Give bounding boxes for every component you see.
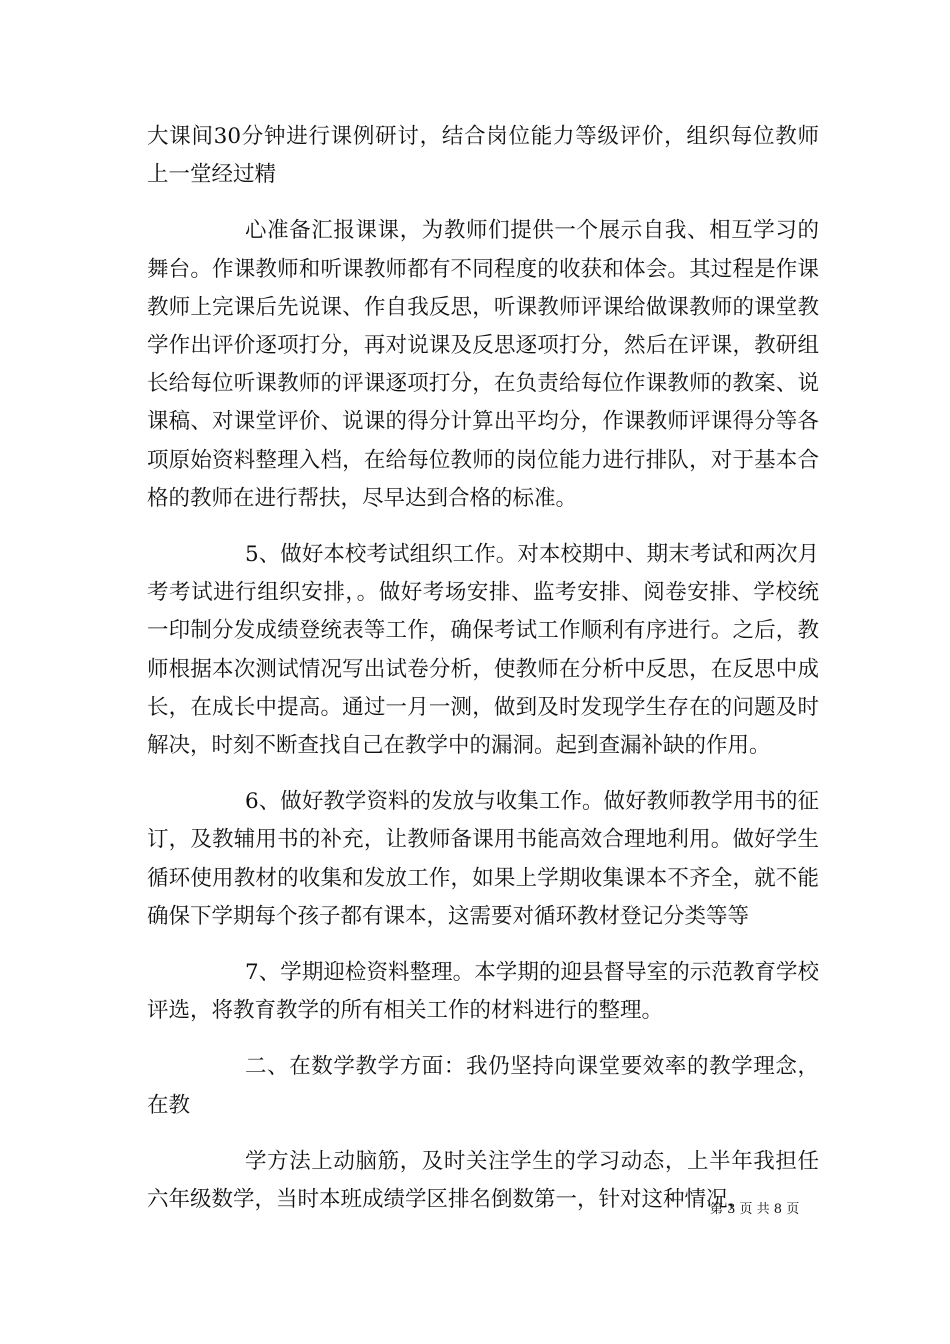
paragraph-6: 二、在数学教学方面：我仍坚持向课堂要效率的教学理念，在教 (147, 1054, 819, 1118)
paragraph-5: 7、学期迎检资料整理。本学期的迎县督导室的示范教育学校评选，将教育教学的所有相关工作的材料进行的整理。 (147, 960, 819, 1024)
document-body (147, 118, 819, 1219)
paragraph-4: 6、做好教学资料的发放与收集工作。做好教师教学用书的征订，及教辅用书的补充，让教师备课用书能高效合理地利用。做好学生循环使用教材的收集和发放工作，如果上学期收集课本不齐全，就不能确保下学期每个孩子都有课本，这需要对循环教材登记分类等等 (147, 789, 819, 929)
paragraph-1: 大课间30分钟进行课例研讨，结合岗位能力等级评价，组织每位教师上一堂经过精 (147, 124, 819, 188)
page-number-footer: 第 3 页 共 8 页 (710, 1202, 800, 1217)
paragraph-7: 学方法上动脑筋，及时关注学生的学习动态，上半年我担任六年级数学，当时本班成绩学区排名倒数第一，针对这种情况， (147, 1148, 819, 1213)
paragraph-2: 心准备汇报课课，为教师们提供一个展示自我、相互学习的舞台。作课教师和听课教师都有不同程度的收获和体会。其过程是作课教师上完课后先说课、作自我反思，听课教师评课给做课教师的课堂教学作出评价逐项打分，再对说课及反思逐项打分，然后在评课，教研组长给每位听课教师的评课逐项打分，在负责给每位作课教师的教案、说课稿、对课堂评价、说课的得分计算出平均分，作课教师评课得分等各项原始资料整理入档，在给每位教师的岗位能力进行排队，对于基本合格的教师在进行帮扶，尽早达到合格的标准。 (147, 218, 819, 511)
paragraph-3: 5、做好本校考试组织工作。对本校期中、期末考试和两次月考考试进行组织安排，。做好考场安排、监考安排、阅卷安排、学校统一印制分发成绩登统表等工作，确保考试工作顺利有序进行。之后，教师根据本次测试情况写出试卷分析，使教师在分析中反思，在反思中成长，在成长中提高。通过一月一测，做到及时发现学生存在的问题及时解决，时刻不断查找自己在教学中的漏洞。起到查漏补缺的作用。 (147, 542, 819, 759)
